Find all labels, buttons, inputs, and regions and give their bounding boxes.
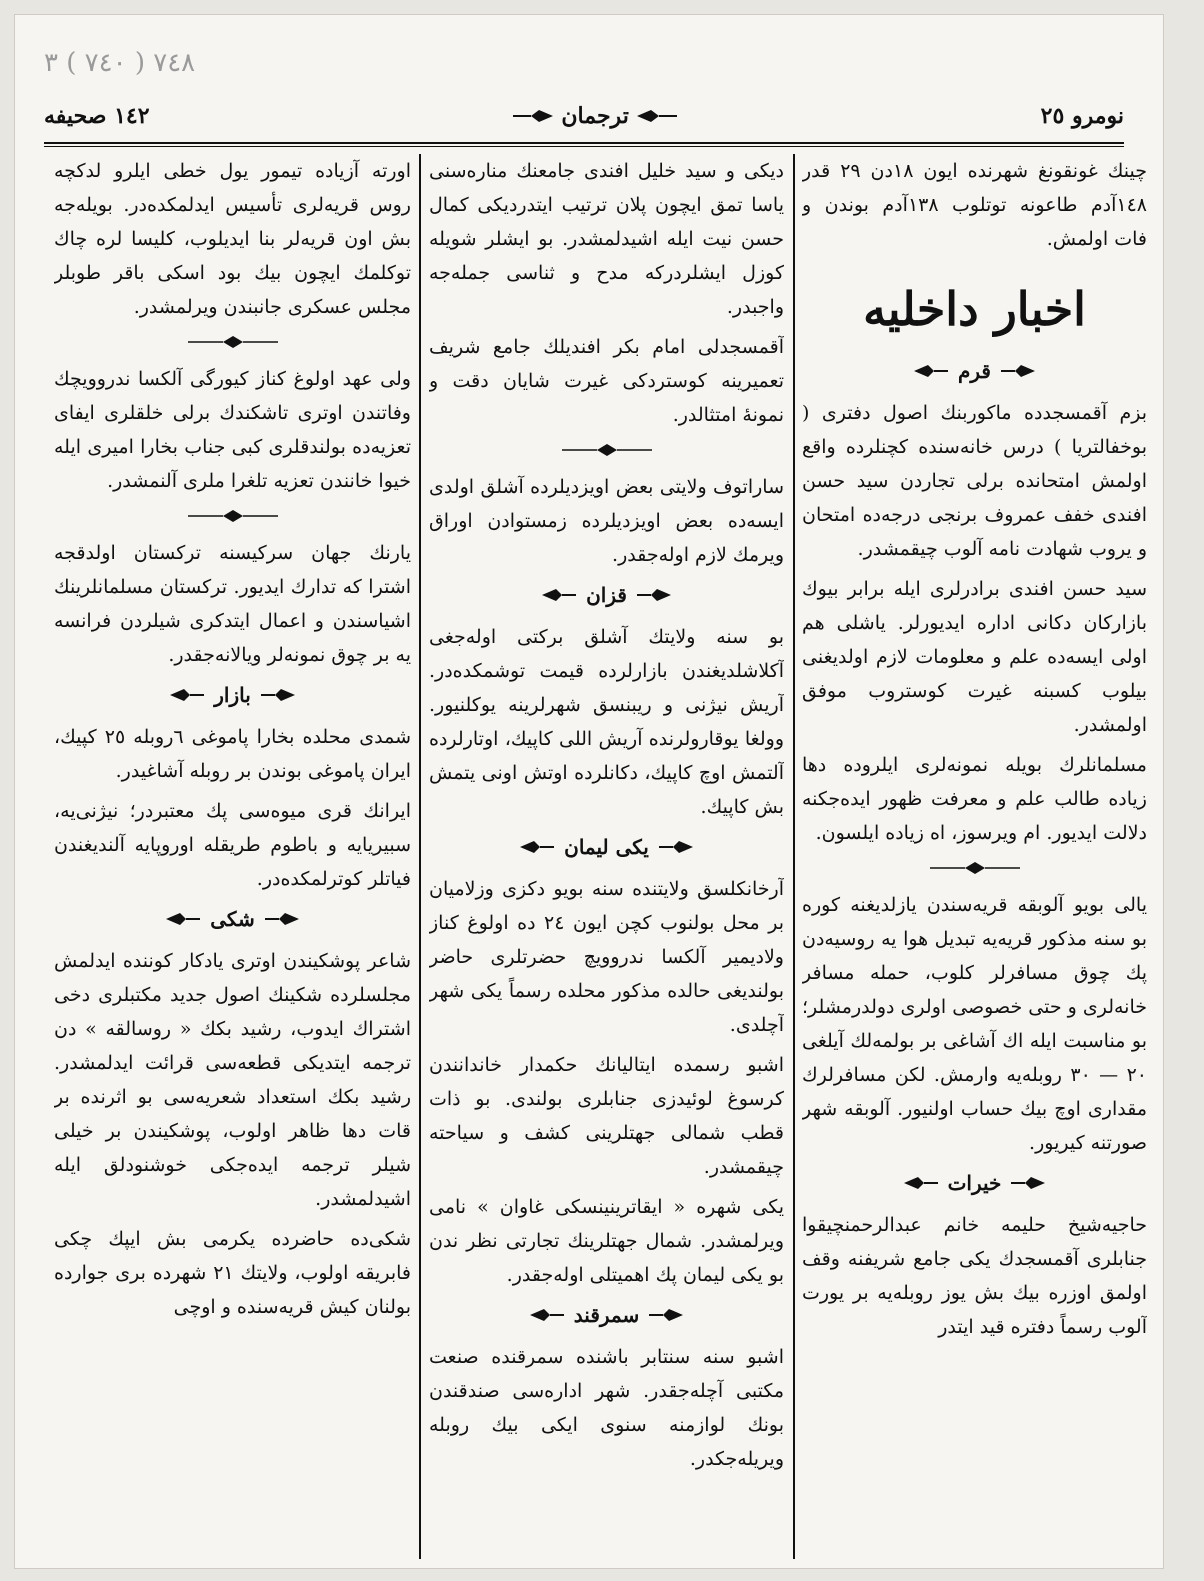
article-paragraph: سيد حسن افندى برادرلرى ايله برابر بيوك بازاركان دكانى اداره ايديورلر. ياشلى هم اولى ايسه‌ده علم و معلومات لازم اولديغنى بيلوب كسبنه غيرت كوستروب موفق اولمشدر. <box>802 578 1147 736</box>
article-paragraph: آرخانكلسق ولايتنده سنه بويو دكزى وزلاميان بر محل بولنوب كچن ايون ٢٤ ده اولوغ كناز ولاديمير آلكسا ندروويچ حضرتلرى حاضر بولنديغى حالده مذكور محلده رسماً يكى شهر آچلدى. <box>429 878 784 1036</box>
article-paragraph: اورته آزياده تيمور يول خطى ايلرو لدكچه روس قريه‌لرى تأسيس ايدلمكده‌در. بويله‌جه بش اون قريه‌لر بنا ايديلوب، كليسا لره چاك توكلمك ايچون بيك بود اسكى باقر طوبلر مجلس عسكرى جانبندن ويرلمشدر. <box>54 160 411 318</box>
article-paragraph: آقمسجدلى امام بكر افنديلك جامع شريف تعميرينه كوستردكى غيرت شايان دقت و نمونهٔ امتثالدر. <box>429 336 784 426</box>
divider-ornament-icon <box>802 858 1147 878</box>
article-paragraph: بزم آقمسجدده ماكوربنك اصول دفترى ( بوخفالتريا ) درس خانه‌سنده كچنلرده واقع اولمش امتحانده برلى تجاردن سيد حسن افندى خفف عمروف برنجى درجه‌ده امتحان و يروب شهادت نامه آلوب چيقمشدر. <box>802 402 1147 560</box>
article-paragraph: ايرانك قرى ميوه‌سى پك معتبردر؛ نيژنى‌يه، سبيريايه و باطوم طريقله اوروپايه آلنديغندن فياتلر كوترلمكده‌در. <box>54 800 411 890</box>
page-header <box>44 92 1124 140</box>
subheading-shaki: شكى <box>210 907 255 931</box>
subheading <box>802 1166 1147 1200</box>
article-paragraph: شكى‌ده حاضرده يكرمى بش ايپك چكى فابريقه اولوب، ولايتك ٢١ شهرده برى جوارده بولنان كيش قريه‌سنده و اوچى <box>54 1228 411 1318</box>
article-paragraph: مسلمانلرك بويله نمونه‌لرى ايلروده دها زياده طالب علم و معرفت ظهور ايده‌جكنه دلالت ايديور. ام ويرسوز، اه زياده ايلسون. <box>802 754 1147 844</box>
masthead-title: ترجمان <box>561 103 629 129</box>
column-rule <box>419 154 421 1559</box>
section-title: اخبار داخليه <box>863 282 1086 336</box>
article-paragraph: ساراتوف ولايتى بعض اويزديلرده آشلق اولدى ايسه‌ده بعض اويزديلرده زمستوادن اوراق ويرمك لازم اوله‌جقدر. <box>429 476 784 566</box>
subheading <box>429 578 784 612</box>
article-paragraph: اشبو سنه سنتابر باشنده سمرقنده صنعت مكتبى آچله‌جقدر. شهر اداره‌سى صندقندن بونك لوازمنه سنوى ايكى بيك روبله ويريله‌جكدر. <box>429 1346 784 1470</box>
subheading-bazaar: بازار <box>214 683 251 707</box>
issue-number: نومرو ٢٥ <box>1040 103 1124 129</box>
ornament-icon <box>1001 363 1035 379</box>
masthead <box>513 103 676 129</box>
subheading-samarkand: سمرقند <box>573 1303 640 1327</box>
article-paragraph: ولى عهد اولوغ كناز كيورگى آلكسا ندروويچك وفاتندن اوترى تاشكندك برلى خلقلرى ايفاى تعزيه‌ده بولندقلرى كبى جناب بخارا اميرى ايله خيوا خانندن تعزيه تلغرا ملرى آلنمشدر. <box>54 368 411 492</box>
ornament-icon <box>265 911 299 927</box>
subheading-new-port: يكى ليمان <box>564 835 649 859</box>
column-right <box>802 154 1147 1559</box>
subheading <box>802 354 1147 388</box>
header-rule <box>44 142 1124 144</box>
column-left <box>54 154 411 1559</box>
ornament-icon <box>637 587 671 603</box>
article-paragraph: بو سنه ولايتك آشلق بركتى اوله‌جغى آكلاشلديغندن بازارلرده قيمت توشمكده‌در. آريش نيژنى و ريبنسق شهرلرينه يوكلنيور. وولغا يوقارولرنده آريش اللى كاپيك، اوتارلرده آلتمش اوچ كاپيك، دكانلرده اوتش اونى يتمش بش كاپيك. <box>429 626 784 818</box>
ornament-icon <box>530 1307 564 1323</box>
divider-ornament-icon <box>54 506 411 526</box>
subheading <box>429 830 784 864</box>
article-paragraph: اشبو رسمده ايتاليانك حكمدار خاندانندن كرسوغ لوئيدزى جنابلرى بولندى. بو ذات قطب شمالى جهتلرينى كشف و سياحته چيقمشدر. <box>429 1054 784 1178</box>
ornament-icon <box>542 587 576 603</box>
column-rule <box>793 154 795 1559</box>
page-number: ١٤٢ صحيفه <box>44 103 150 129</box>
newspaper-page <box>14 14 1164 1569</box>
subheading-charity: خيرات <box>947 1171 1002 1195</box>
ornament-icon <box>261 687 295 703</box>
article-paragraph: ديكى و سيد خليل افندى جامعنك مناره‌سنى ياسا تمق ايچون پلان ترتيب ايتدرديكى كمال حسن نيت ايله اشيدلمشدر. بو ايشلر شويله كوزل ايشلردركه مدح و ثناسى جمله‌جه واجبدر. <box>429 160 784 318</box>
subheading <box>429 1298 784 1332</box>
article-paragraph: حاجيه‌شيخ حليمه خانم عبدالرحمنچيقوا جنابلرى آقمسجدك يكى جامع شريفنه وقف اولمق اوزره بيك بش يوز روبله‌يه بر يورت آلوب رسماً دفتره قيد ايتدر <box>802 1214 1147 1338</box>
article-paragraph: شاعر پوشكيندن اوترى يادكار كوننده ايدلمش مجلسلرده شكينك اصول جديد مكتبلرى دخى اشتراك ايدوب، رشيد بكك « روسالقه » دن ترجمه ايتديكى قطعه‌سى قرائت ايدلمشدر. رشيد بكك استعداد شعريه‌سى بو اثرنده بر قات دها ظاهر اولوب، پوشكيندن بر خيلى شيلر ترجمه ايده‌جكى خوشنودلق ايله اشيدلمشدر. <box>54 950 411 1210</box>
subheading <box>54 678 411 712</box>
article-paragraph: شمدى محلده بخارا پاموغى ٦روبله ٢٥ كپيك، ايران پاموغى بوندن بر روبله آشاغيدر. <box>54 726 411 782</box>
ornament-icon <box>520 839 554 855</box>
divider-ornament-icon <box>54 332 411 352</box>
subheading-crimea: قرم <box>958 359 991 383</box>
ornament-icon <box>166 911 200 927</box>
column-middle <box>429 154 784 1559</box>
ornament-icon <box>649 1307 683 1323</box>
article-paragraph: يالى بويو آلوبقه قريه‌سندن يازلديغنه كوره بو سنه مذكور قريه‌يه تبديل هوا يه روسيه‌دن پك چوق مسافرلر كلوب، حمله مسافر خانه‌لرى و حتى خصوصى اولرى دولدرمشلر؛ بو مناسبت ايله اك آشاغى بر بولمه‌لك آيلغى ٢٠ — ٣٠ روبله‌يه وارمش. لكن مسافرلرك مقدارى اوچ بيك حساب اولنيور. آلوبقه شهر صورتنه كيريور. <box>802 894 1147 1154</box>
article-paragraph: يارنك جهان سركيسنه تركستان اولدقجه اشترا كه تدارك ايديور. تركستان مسلمانلرينك اشياسندن و اعمال ايتدكرى شيلردن فرانسه يه بر چوق نمونه‌لر ويالانه‌جقدر. <box>54 542 411 666</box>
ornament-icon <box>513 108 553 124</box>
article-paragraph: چينك غونقونغ شهرنده ايون ١٨دن ٢٩ قدر ١٤٨آدم طاعونه توتلوب ١٣٨آدم بوندن و فات اولمش. <box>802 160 1147 250</box>
article-paragraph: يكى شهره « ايقاترينينسكى غاوان » نامى ويرلمشدر. شمال جهتلرينك تجارتى نظر ندن بو يكى ليمان پك اهميتلى اوله‌جقدر. <box>429 1196 784 1286</box>
subheading <box>54 902 411 936</box>
ornament-icon <box>914 363 948 379</box>
ornament-icon <box>904 1175 938 1191</box>
subheading-kazan: قزان <box>586 583 627 607</box>
ornament-icon <box>637 108 677 124</box>
divider-ornament-icon <box>429 440 784 460</box>
archive-number: ٧٤٨ ( ٧٤٠ ) ٣ <box>44 48 196 78</box>
ornament-icon <box>659 839 693 855</box>
ornament-icon <box>1011 1175 1045 1191</box>
header-rule <box>44 146 1124 147</box>
ornament-icon <box>170 687 204 703</box>
